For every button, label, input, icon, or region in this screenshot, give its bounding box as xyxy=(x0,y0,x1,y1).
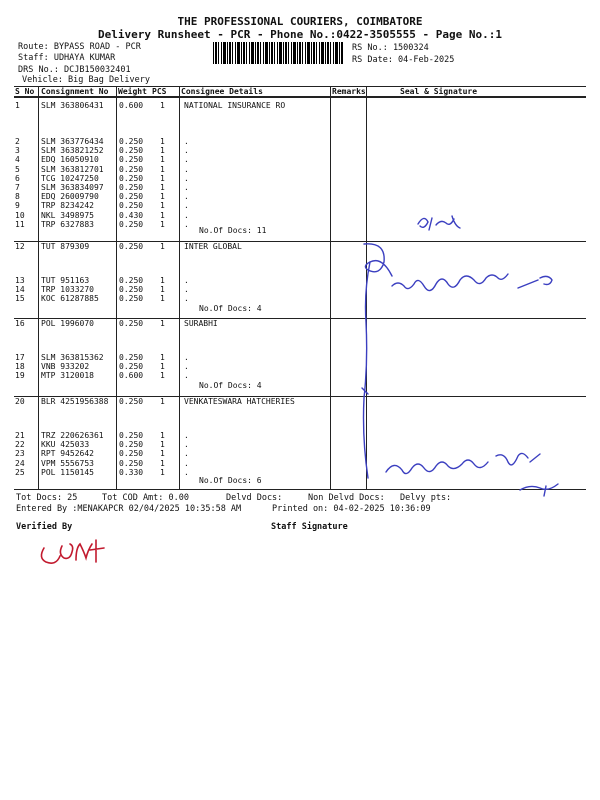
delivery-points: Delvy pts: xyxy=(400,493,452,503)
row-consignee: . xyxy=(184,431,189,440)
group-doc-count: No.Of Docs: 6 xyxy=(199,476,262,485)
row-consignee: . xyxy=(184,458,189,468)
row-sno: 3 xyxy=(15,146,20,156)
row-pcs: 1 xyxy=(160,219,165,229)
row-weight: 0.250 xyxy=(119,146,144,156)
row-sno: 2 xyxy=(15,137,20,146)
row-sno: 10 xyxy=(15,210,25,220)
row-consignee: INTER GLOBAL xyxy=(184,242,242,251)
row-consignee: . xyxy=(184,285,189,295)
row-sno: 23 xyxy=(15,449,25,459)
staff-label: Staff: UDHAYA KUMAR xyxy=(18,53,116,63)
row-weight: 0.250 xyxy=(119,183,144,192)
row-weight: 0.250 xyxy=(119,276,144,285)
row-consignment-no: KKU 425033 xyxy=(41,440,90,450)
row-consignment-no: VPM 5556753 xyxy=(41,458,94,468)
row-consignee: . xyxy=(184,440,189,450)
row-sno: 1 xyxy=(15,101,20,110)
row-consignment-no: SLM 363776434 xyxy=(41,137,104,146)
group-doc-count: No.Of Docs: 4 xyxy=(199,304,262,313)
row-pcs: 1 xyxy=(160,201,165,211)
row-sno: 11 xyxy=(15,219,25,229)
row-sno: 4 xyxy=(15,155,20,165)
row-weight: 0.250 xyxy=(119,397,144,406)
row-weight: 0.250 xyxy=(119,201,144,211)
row-pcs: 1 xyxy=(160,353,165,362)
row-consignee: . xyxy=(184,183,189,192)
row-consignment-no: NKL 3498975 xyxy=(41,210,94,220)
signature-group-4 xyxy=(386,453,558,496)
row-pcs: 1 xyxy=(160,210,165,220)
row-pcs: 1 xyxy=(160,397,165,406)
row-weight: 0.250 xyxy=(119,431,144,440)
total-docs: Tot Docs: 25 xyxy=(16,493,78,503)
row-weight: 0.250 xyxy=(119,164,144,174)
row-pcs: 1 xyxy=(160,319,165,328)
row-consignee: VENKATESWARA HATCHERIES xyxy=(184,397,295,406)
row-consignee: . xyxy=(184,449,189,459)
row-pcs: 1 xyxy=(160,137,165,146)
row-consignee: . xyxy=(184,146,189,156)
col-consignee: Consignee Details xyxy=(181,87,263,96)
row-weight: 0.250 xyxy=(119,440,144,450)
row-pcs: 1 xyxy=(160,285,165,295)
row-consignment-no: SLM 363834097 xyxy=(41,183,104,192)
total-cod: Tot COD Amt: 0.00 xyxy=(102,493,189,503)
row-pcs: 1 xyxy=(160,183,165,192)
row-pcs: 1 xyxy=(160,242,165,251)
row-consignment-no: TRP 1033270 xyxy=(41,285,94,295)
col-pcs: PCS xyxy=(152,87,167,96)
row-sno: 19 xyxy=(15,371,25,381)
verified-by-label: Verified By xyxy=(16,522,73,532)
row-weight: 0.250 xyxy=(119,173,144,183)
row-sno: 20 xyxy=(15,397,25,406)
row-weight: 0.250 xyxy=(119,353,144,362)
row-consignee: NATIONAL INSURANCE RO xyxy=(184,101,286,110)
row-consignee: . xyxy=(184,362,189,372)
row-pcs: 1 xyxy=(160,155,165,165)
row-consignment-no: TCG 10247250 xyxy=(41,173,99,183)
row-pcs: 1 xyxy=(160,101,165,110)
row-consignee: . xyxy=(184,155,189,165)
row-sno: 5 xyxy=(15,164,20,174)
row-sno: 22 xyxy=(15,440,25,450)
row-weight: 0.250 xyxy=(119,137,144,146)
row-pcs: 1 xyxy=(160,164,165,174)
row-sno: 24 xyxy=(15,458,25,468)
row-consignment-no: EDQ 16050910 xyxy=(41,155,99,165)
row-sno: 25 xyxy=(15,467,25,477)
row-sno: 16 xyxy=(15,319,25,328)
row-consignment-no: EDQ 26009790 xyxy=(41,192,99,202)
printed-on: Printed on: 04-02-2025 10:36:09 xyxy=(272,504,431,514)
row-sno: 17 xyxy=(15,353,25,362)
non-delivered-docs: Non Delvd Docs: xyxy=(308,493,385,503)
delivered-docs: Delvd Docs: xyxy=(226,493,283,503)
row-consignment-no: TRZ 220626361 xyxy=(41,431,104,440)
row-weight: 0.250 xyxy=(119,192,144,202)
row-consignee: SURABHI xyxy=(184,319,218,328)
row-consignment-no: SLM 363815362 xyxy=(41,353,104,362)
row-pcs: 1 xyxy=(160,294,165,304)
row-consignment-no: TRP 8234242 xyxy=(41,201,94,211)
row-pcs: 1 xyxy=(160,362,165,372)
row-pcs: 1 xyxy=(160,467,165,477)
row-consignment-no: VNB 933202 xyxy=(41,362,90,372)
row-consignee: . xyxy=(184,219,189,229)
row-weight: 0.250 xyxy=(119,362,144,372)
row-consignment-no: SLM 363812701 xyxy=(41,164,104,174)
row-consignment-no: TUT 879309 xyxy=(41,242,90,251)
row-weight: 0.600 xyxy=(119,101,144,110)
row-pcs: 1 xyxy=(160,173,165,183)
row-pcs: 1 xyxy=(160,146,165,156)
company-name: THE PROFESSIONAL COURIERS, COIMBATORE xyxy=(177,15,423,28)
row-sno: 21 xyxy=(15,431,25,440)
row-sno: 7 xyxy=(15,183,20,192)
runsheet-title: Delivery Runsheet - PCR - Phone No.:0422-3505555 - Page No.:1 xyxy=(98,28,502,41)
row-consignee: . xyxy=(184,173,189,183)
row-sno: 12 xyxy=(15,242,25,251)
row-weight: 0.250 xyxy=(119,155,144,165)
row-pcs: 1 xyxy=(160,192,165,202)
row-consignee: . xyxy=(184,137,189,146)
row-consignee: . xyxy=(184,353,189,362)
group-doc-count: No.Of Docs: 11 xyxy=(199,226,267,235)
col-remarks: Remarks xyxy=(332,87,366,96)
staff-signature-label: Staff Signature xyxy=(271,522,348,532)
row-consignment-no: KOC 61287885 xyxy=(41,294,99,304)
row-weight: 0.250 xyxy=(119,319,144,328)
row-consignee: . xyxy=(184,276,189,285)
row-sno: 18 xyxy=(15,362,25,372)
row-consignee: . xyxy=(184,192,189,202)
row-consignment-no: SLM 363821252 xyxy=(41,146,104,156)
row-consignment-no: TRP 6327883 xyxy=(41,219,94,229)
row-consignee: . xyxy=(184,201,189,211)
row-weight: 0.330 xyxy=(119,467,144,477)
col-sno: S No xyxy=(15,87,35,96)
row-consignee: . xyxy=(184,210,189,220)
row-sno: 9 xyxy=(15,201,20,211)
row-pcs: 1 xyxy=(160,458,165,468)
row-consignment-no: POL 1996070 xyxy=(41,319,94,328)
row-weight: 0.250 xyxy=(119,449,144,459)
col-consignment: Consignment No xyxy=(41,87,109,96)
signature-group-2 xyxy=(362,244,552,478)
row-weight: 0.430 xyxy=(119,210,144,220)
row-weight: 0.250 xyxy=(119,219,144,229)
row-sno: 8 xyxy=(15,192,20,202)
row-consignee: . xyxy=(184,371,189,381)
row-consignee: . xyxy=(184,164,189,174)
row-weight: 0.250 xyxy=(119,294,144,304)
row-consignment-no: POL 1150145 xyxy=(41,467,94,477)
row-pcs: 1 xyxy=(160,371,165,381)
row-pcs: 1 xyxy=(160,440,165,450)
row-pcs: 1 xyxy=(160,449,165,459)
group-doc-count: No.Of Docs: 4 xyxy=(199,381,262,390)
row-weight: 0.250 xyxy=(119,458,144,468)
row-consignment-no: MTP 3120018 xyxy=(41,371,94,381)
signature-group-1 xyxy=(418,216,460,230)
row-consignment-no: RPT 9452642 xyxy=(41,449,94,459)
row-consignment-no: SLM 363806431 xyxy=(41,101,104,110)
route-label: Route: BYPASS ROAD - PCR xyxy=(18,42,141,52)
row-pcs: 1 xyxy=(160,431,165,440)
row-sno: 14 xyxy=(15,285,25,295)
row-sno: 15 xyxy=(15,294,25,304)
col-weight: Weight xyxy=(118,87,147,96)
row-pcs: 1 xyxy=(160,276,165,285)
row-consignment-no: BLR 4251956388 xyxy=(41,397,109,406)
rs-number: RS No.: 1500324 xyxy=(352,43,429,53)
entered-by: Entered By :MENAKAPCR 02/04/2025 10:35:58 AM xyxy=(16,504,242,514)
row-consignee: . xyxy=(184,467,189,477)
rs-date: RS Date: 04-Feb-2025 xyxy=(352,55,455,65)
verifier-initials xyxy=(41,540,104,563)
row-weight: 0.250 xyxy=(119,285,144,295)
vehicle-label: Vehicle: Big Bag Delivery xyxy=(22,75,150,85)
row-weight: 0.600 xyxy=(119,371,144,381)
col-seal: Seal & Signature xyxy=(400,87,478,96)
row-consignee: . xyxy=(184,294,189,304)
row-sno: 6 xyxy=(15,173,20,183)
row-weight: 0.250 xyxy=(119,242,144,251)
drs-label: DRS No.: DCJB150032401 xyxy=(18,65,131,75)
row-sno: 13 xyxy=(15,276,25,285)
row-consignment-no: TUT 951163 xyxy=(41,276,90,285)
